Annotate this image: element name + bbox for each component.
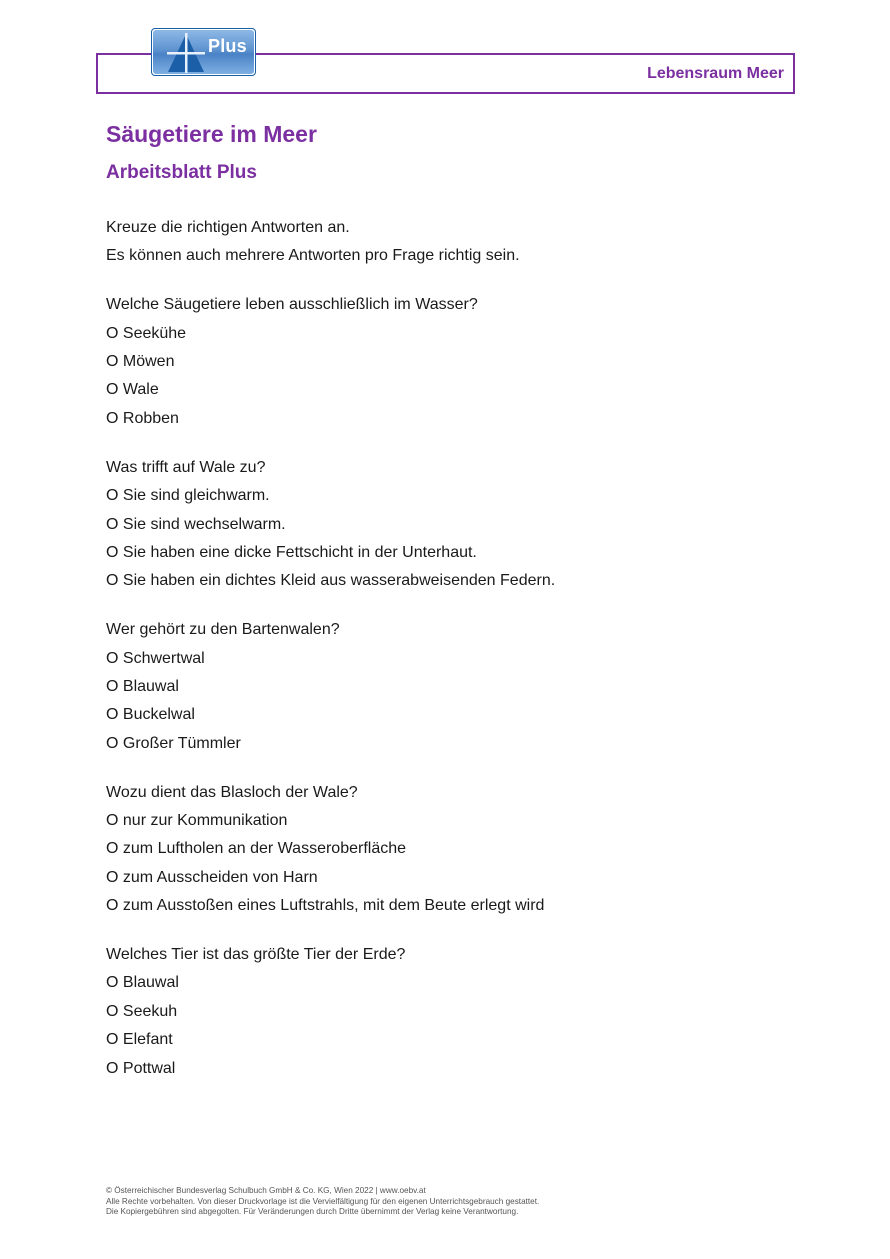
page-title: Säugetiere im Meer (106, 121, 317, 147)
footer-line: Alle Rechte vorbehalten. Von dieser Druckvorlage ist die Vervielfältigung für den eigenen Unterrichtsgebrauch gestattet. (106, 1196, 540, 1206)
question-block (106, 779, 786, 921)
copyright-footer (106, 1186, 806, 1218)
answer-option: O Elefant (106, 1031, 173, 1049)
question-block (106, 616, 786, 758)
answer-option: O Möwen (106, 353, 175, 371)
answer-option: O Sie haben ein dichtes Kleid aus wasserabweisenden Federn. (106, 572, 556, 590)
answer-option: O Pottwal (106, 1059, 176, 1077)
logo-text: Plus (208, 36, 247, 56)
page-subtitle: Arbeitsblatt Plus (106, 162, 257, 183)
answer-option: O zum Luftholen an der Wasseroberfläche (106, 840, 407, 858)
question-text: Wozu dient das Blasloch der Wale? (106, 783, 358, 801)
answer-option: O zum Ausstoßen eines Luftstrahls, mit dem Beute erlegt wird (106, 897, 545, 915)
answer-option: O zum Ausscheiden von Harn (106, 868, 318, 886)
answer-option: O Blauwal (106, 974, 179, 992)
header-title: Lebensraum Meer (647, 65, 784, 82)
answer-option: O Seekühe (106, 324, 187, 342)
answer-option: O Buckelwal (106, 706, 195, 724)
worksheet-content (106, 214, 786, 1104)
answer-option: O Seekuh (106, 1002, 178, 1020)
question-text: Welches Tier ist das größte Tier der Erde? (106, 946, 406, 964)
answer-option: O Großer Tümmler (106, 734, 241, 752)
answer-option: O Sie sind gleichwarm. (106, 487, 270, 505)
answer-option: O Blauwal (106, 677, 179, 695)
question-text: Welche Säugetiere leben ausschließlich im Wasser? (106, 296, 478, 314)
footer-line: Die Kopiergebühren sind abgegolten. Für Veränderungen durch Dritte übernimmt der Verlag keine Verantwortung. (106, 1207, 519, 1216)
answer-option: O Schwertwal (106, 649, 205, 667)
question-block (106, 941, 786, 1083)
answer-option: O Sie haben eine dicke Fettschicht in der Unterhaut. (106, 543, 477, 561)
footer-line: © Österreichischer Bundesverlag Schulbuch GmbH & Co. KG, Wien 2022 | www.oebv.at (106, 1186, 426, 1195)
answer-option: O Sie sind wechselwarm. (106, 515, 286, 533)
plus-logo (151, 28, 256, 76)
instruction-line: Es können auch mehrere Antworten pro Frage richtig sein. (106, 247, 520, 265)
instructions (106, 214, 786, 271)
triangle-logo-icon (167, 33, 205, 73)
answer-option: O nur zur Kommunikation (106, 812, 288, 830)
answer-option: O Wale (106, 381, 159, 399)
answer-option: O Robben (106, 409, 179, 427)
question-text: Wer gehört zu den Bartenwalen? (106, 621, 340, 639)
question-block (106, 454, 786, 596)
question-text: Was trifft auf Wale zu? (106, 458, 266, 476)
instruction-line: Kreuze die richtigen Antworten an. (106, 219, 350, 236)
question-block (106, 291, 786, 433)
